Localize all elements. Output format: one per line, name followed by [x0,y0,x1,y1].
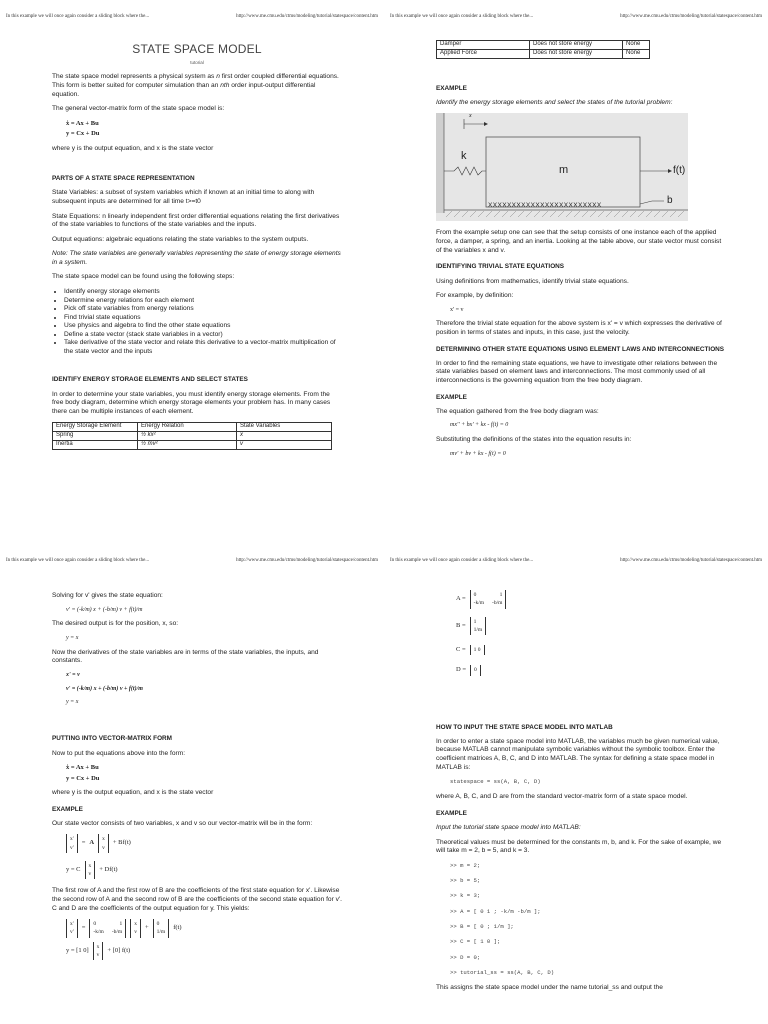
matrix-A-values [470,590,507,609]
header-url[interactable]: http://www.me.cmu.edu/ctms/modeling/tutorial/statespace/content.htm [620,14,762,19]
matrix-B-definition [456,617,726,636]
where-text: where y is the output equation, and x is the state vector [52,789,214,796]
output-equation: y = Cx + Du [66,130,100,138]
matrix-entry: 0 [156,921,160,928]
vector-matrix-heading: PUTTING INTO VECTOR-MATRIX FORM [52,735,172,743]
matrix-entry: 1/m [156,929,166,936]
example-text: Input the tutorial state space model into MATLAB: [436,824,581,832]
gathered-text: The equation gathered from the free body diagram was: [436,407,599,415]
table-header-row [53,423,332,432]
header-url[interactable]: http://www.me.cmu.edu/ctms/modeling/tutorial/statespace/content.htm [236,14,378,19]
vector-entry: v [102,844,105,851]
derivative-vector [66,919,78,938]
vector-entry: x [102,836,105,843]
identify-heading: IDENTIFY ENERGY STORAGE ELEMENTS AND SELECT STATES [52,376,248,384]
table-cell: Does not store energy [530,41,623,50]
table-header-cell: State Variables [237,423,332,432]
matrix-A-label: A = [456,595,466,603]
b-label: b [667,195,673,207]
energy-table [52,422,332,449]
intro-text-c: order input-output differential equation. [52,82,316,98]
example-heading: EXAMPLE [436,809,467,817]
ss-syntax: statespace = ss(A, B, C, D) [450,778,541,786]
state-equation: ẋ = Ax + Bu [66,119,99,127]
matrix-D-values: 0 [470,665,481,675]
table-header-cell: Energy Relation [138,423,237,432]
vector-entry: v' [70,929,74,936]
vector-entry: v [88,871,92,878]
code-line: >> B = [ 0 ; 1/m ]; [450,922,514,930]
matrix-B-values [470,617,487,636]
matlab-text: In order to enter a state space model into MATLAB, the variables much be given numerical value, because MATLAB cannot manipulate symbolic variables without the symbolic toolbox. Enter the coefficient matrices A, B, C, and D into MATLAB. The syntax for defining a state space model in MATLAB is: [436,737,720,771]
table-cell: ½ kx² [138,432,237,441]
steps-list [64,288,342,357]
step-item: • Identify energy storage elements [64,288,342,297]
where-abcd-text: where A, B, C, and D are from the standard vector-matrix form of a state space model. [436,793,688,801]
code-line: >> tutorial_ss = ss(A, B, C, D) [450,968,555,976]
note-text: Note: The state variables are generally variables representing the state of energy storage elements in a system. [52,250,341,266]
matrix-entry: -k/m [473,600,485,607]
matrix-entry: 0 [93,921,97,928]
output-C-values: y = [1 0] [66,946,89,954]
numeric-output-form [66,942,342,961]
table-cell: None [623,49,650,58]
page-title: STATE SPACE MODEL [132,42,262,56]
general-matrix-form: x' v' = A x v + Bf(t) [66,834,342,853]
matrix-C-definition [456,645,726,655]
header-left-text: In this example we will once again consider a sliding block where the... [390,14,534,19]
matrix-entry: -b/m [492,600,503,607]
page-header [390,14,762,21]
numeric-state-form: x' v' = 0 1 -k/m -b/m x v + 0 1/m f(t) [66,919,342,938]
matrix-B-values [153,919,170,938]
output-equations-def: Output equations: algebraic equations relating the state variables to the system outputs. [52,235,309,243]
header-url[interactable]: http://www.me.cmu.edu/ctms/modeling/tutorial/statespace/content.htm [236,558,378,563]
other-equations-text: In order to find the remaining state equations, we have to investigate other relations between the state variables based on element laws and interconnections. The most commonly used of all interconnections is the governing equation from the free body diagram. [436,359,718,384]
vector-entry: x' [70,921,74,928]
intro-text-a: The state space model represents a physical system as [52,73,215,81]
table-cell: Inertia [53,441,138,450]
code-line: >> D = 0; [450,953,481,961]
derivative-vector [66,834,78,853]
table-cell: Applied Force [437,49,530,58]
steps-intro: The state space model can be found using the following steps: [52,273,235,281]
step-item: • Define a state vector (stack state variables in a vector) [64,331,342,340]
output-D-values: + [0] f(t) [107,946,131,954]
state-equations-def: State Equations: n linearly independent first order differential equations relating the first derivatives of the state variables to functions of the state variables and the inputs. [52,212,340,229]
table-cell: None [623,41,650,50]
state-vector [98,834,109,853]
state-eq-v: v' = (-k/m) x + (-b/m) v + f(t)/m [66,685,143,692]
table-cell: Spring [53,432,138,441]
trivial-heading: IDENTIFYING TRIVIAL STATE EQUATIONS [436,263,565,271]
k-label: k [461,150,467,163]
step-item: • Take derivative of the state vector and relate this derivative to a vector-matrix multiplication of the state vector and the inputs [64,339,342,356]
setup-text: From the example setup one can see that the setup consists of one instance each of the applied force, a damper, a spring, and an inertia. Looking at the table above, our state vector must consist of the variables x and v. [436,229,722,254]
page-4 [384,512,768,1024]
matrix-entry: -b/m [111,929,123,936]
code-line: >> C = [ 1 0 ]; [450,938,501,946]
feedthrough-term: + Df(t) [99,865,118,873]
page-header [6,558,378,565]
example-text: Identify the energy storage elements and select the states of the tutorial problem: [436,98,673,106]
output-equation: y = x [66,634,79,641]
matrix-A-definition [456,590,726,609]
first-row-text: The first row of A and the first row of B are the coefficients of the first state equation for x'. Likewise the second row of A and the second row of B are the coefficients of the second state equation for v'. C and D are the coefficients of the output equation for y. This yields: [52,887,342,912]
page-2 [384,0,768,512]
table-cell: v [237,441,332,450]
definition-equation: x' = v [450,306,464,313]
code-line: >> k = 3; [450,892,481,900]
m-label: m [559,164,569,177]
matrix-entry: 1 [119,921,123,928]
code-line: >> A = [ 0 1 ; -k/m -b/m ]; [450,907,541,915]
page-subtitle: tutorial [190,59,204,65]
code-line: >> b = 5; [450,877,481,885]
state-vector [93,942,104,961]
matrix-A-symbol: A [89,839,95,847]
substituting-text: Substituting the definitions of the states into the equation results in: [436,436,632,444]
roller-bearings: XXXXXXXXXXXXXXXXXXXXXXXX [488,202,602,210]
substituted-equation: mv' + bv + kx - f(t) = 0 [450,450,506,457]
general-form-text: The general vector-matrix form of the state space model is: [52,105,225,113]
fbd-equation: mx'' + bx' + kx - f(t) = 0 [450,422,509,429]
parts-heading: PARTS OF A STATE SPACE REPRESENTATION [52,175,195,183]
state-vector [85,861,96,880]
vector-entry: v [96,951,100,958]
trivial-text: Using definitions from mathematics, identify trivial state equations. [436,277,629,285]
step-item: • Determine energy relations for each element [64,297,342,306]
page-header [6,14,378,21]
state-eq-x: x' = v [66,671,80,678]
header-left-text: In this example we will once again consider a sliding block where the... [390,558,534,563]
header-url[interactable]: http://www.me.cmu.edu/ctms/modeling/tutorial/statespace/content.htm [620,558,762,563]
intro-nth: nth [220,82,230,89]
matrix-entry: 1 [499,592,503,598]
velocity-state-equation: v' = (-k/m) x + (-b/m) v + f(t)/m [66,606,143,613]
vector-entry: v [134,929,137,936]
output-C-term: y = C [66,865,81,873]
page-header [390,558,762,565]
table-row [53,441,332,450]
step-item: • Use physics and algebra to find the other state equations [64,322,342,331]
table-cell: x [237,432,332,441]
for-example-text: For example, by definition: [436,292,514,300]
theoretical-text: Theoretical values must be determined for the constants m, b, and k. For the sake of example, we will take m = 2, b = 5, and k = 3. [436,838,722,855]
assigns-text: This assigns the state space model under the name tutorial_ss and output the [436,984,663,992]
code-line: >> m = 2; [450,861,481,869]
intro-text-b: first order coupled differential equations. This form is better suited for computer simulation than an [52,73,339,89]
header-left-text: In this example we will once again consider a sliding block where the... [6,558,150,563]
vector-entry: x' [70,836,74,843]
where-text: where y is the output equation, and x is the state vector [52,144,214,152]
derivatives-text: Now the derivatives of the state variables are in terms of the state variables, the inputs, and constants. [52,648,319,665]
matrix-entry: 1/m [473,626,483,633]
energy-table-continued [436,40,650,59]
matlab-heading: HOW TO INPUT THE STATE SPACE MODEL INTO MATLAB [436,723,613,731]
matrix-C-label: C = [456,645,466,653]
solving-text: Solving for v' gives the state equation: [52,592,163,599]
other-equations-heading: DETERMINING OTHER STATE EQUATIONS USING ELEMENT LAWS AND INTERCONNECTIONS [436,345,725,353]
table-header-cell: Energy Storage Element [53,423,138,432]
matrix-entry: 1 [473,618,477,625]
vector-entry: x [88,862,92,869]
step-item: • Find trivial state equations [64,314,342,323]
input-symbol: f(t) [173,924,182,932]
desired-output-text: The desired output is for the position, x, so: [52,620,179,628]
intro-n: n [216,73,220,81]
matlab-code-block [436,862,726,976]
vector-entry: x [96,943,100,950]
example-heading: EXAMPLE [52,805,83,813]
example-heading: EXAMPLE [436,84,467,92]
page-1 [0,0,384,512]
table-row [437,49,650,58]
x-label: x [469,113,472,120]
matrix-C-values: 1 0 [470,645,485,655]
matrix-A-values [89,919,126,938]
example-heading-2: EXAMPLE [436,393,467,401]
table-cell: Does not store energy [530,49,623,58]
page-3-content [52,592,342,968]
header-left-text: In this example we will once again consider a sliding block where the... [6,14,150,19]
vector-entry: x [134,921,137,928]
matrix-B-label: B = [456,621,466,629]
table-cell: Damper [437,41,530,50]
matrix-D-label: D = [456,666,466,674]
now-put-text: Now to put the equations above into the form: [52,749,186,757]
state-equation: ẋ = Ax + Bu [66,764,99,772]
input-term: + Bf(t) [112,839,131,847]
general-output-form [66,861,342,880]
state-eq-y: y = x [66,699,79,706]
state-vector [130,919,141,938]
page-2-content [436,40,726,465]
trivial-equation-text: Therefore the trivial state equation for the above system is x' = v which expresses the derivative of position in terms of states and inputs, in this case, just the velocity. [436,320,722,336]
table-row [53,432,332,441]
identify-text: In order to determine your state variables, you must identify energy storage elements. From the free body diagram, determine which energy storage elements your problem has. In many cases there can be multiple instances of each element. [52,390,331,415]
table-cell: ½ mv² [138,441,237,450]
matrix-entry: 0 [473,592,477,598]
step-item: • Pick off state variables from energy relations [64,305,342,314]
force-label: f(t) [673,165,686,177]
output-equation: y = Cx + Du [66,774,100,782]
table-row [437,41,650,50]
page-1-content [52,42,342,450]
page-4-content [436,590,726,999]
state-vector-text: Our state vector consists of two variables, x and v so our vector-matrix will be in the form: [52,819,313,827]
matrix-D-definition [456,665,726,675]
mass-spring-damper-diagram [436,113,688,221]
intro-paragraph [52,73,342,99]
matrix-entry: -k/m [93,929,104,936]
state-variables-def: State Variables: a subset of system variables which if known at an initial time to along with subsequent inputs are determined for all time t>=t0 [52,189,315,206]
vector-entry: v' [70,844,74,851]
page-3 [0,512,384,1024]
